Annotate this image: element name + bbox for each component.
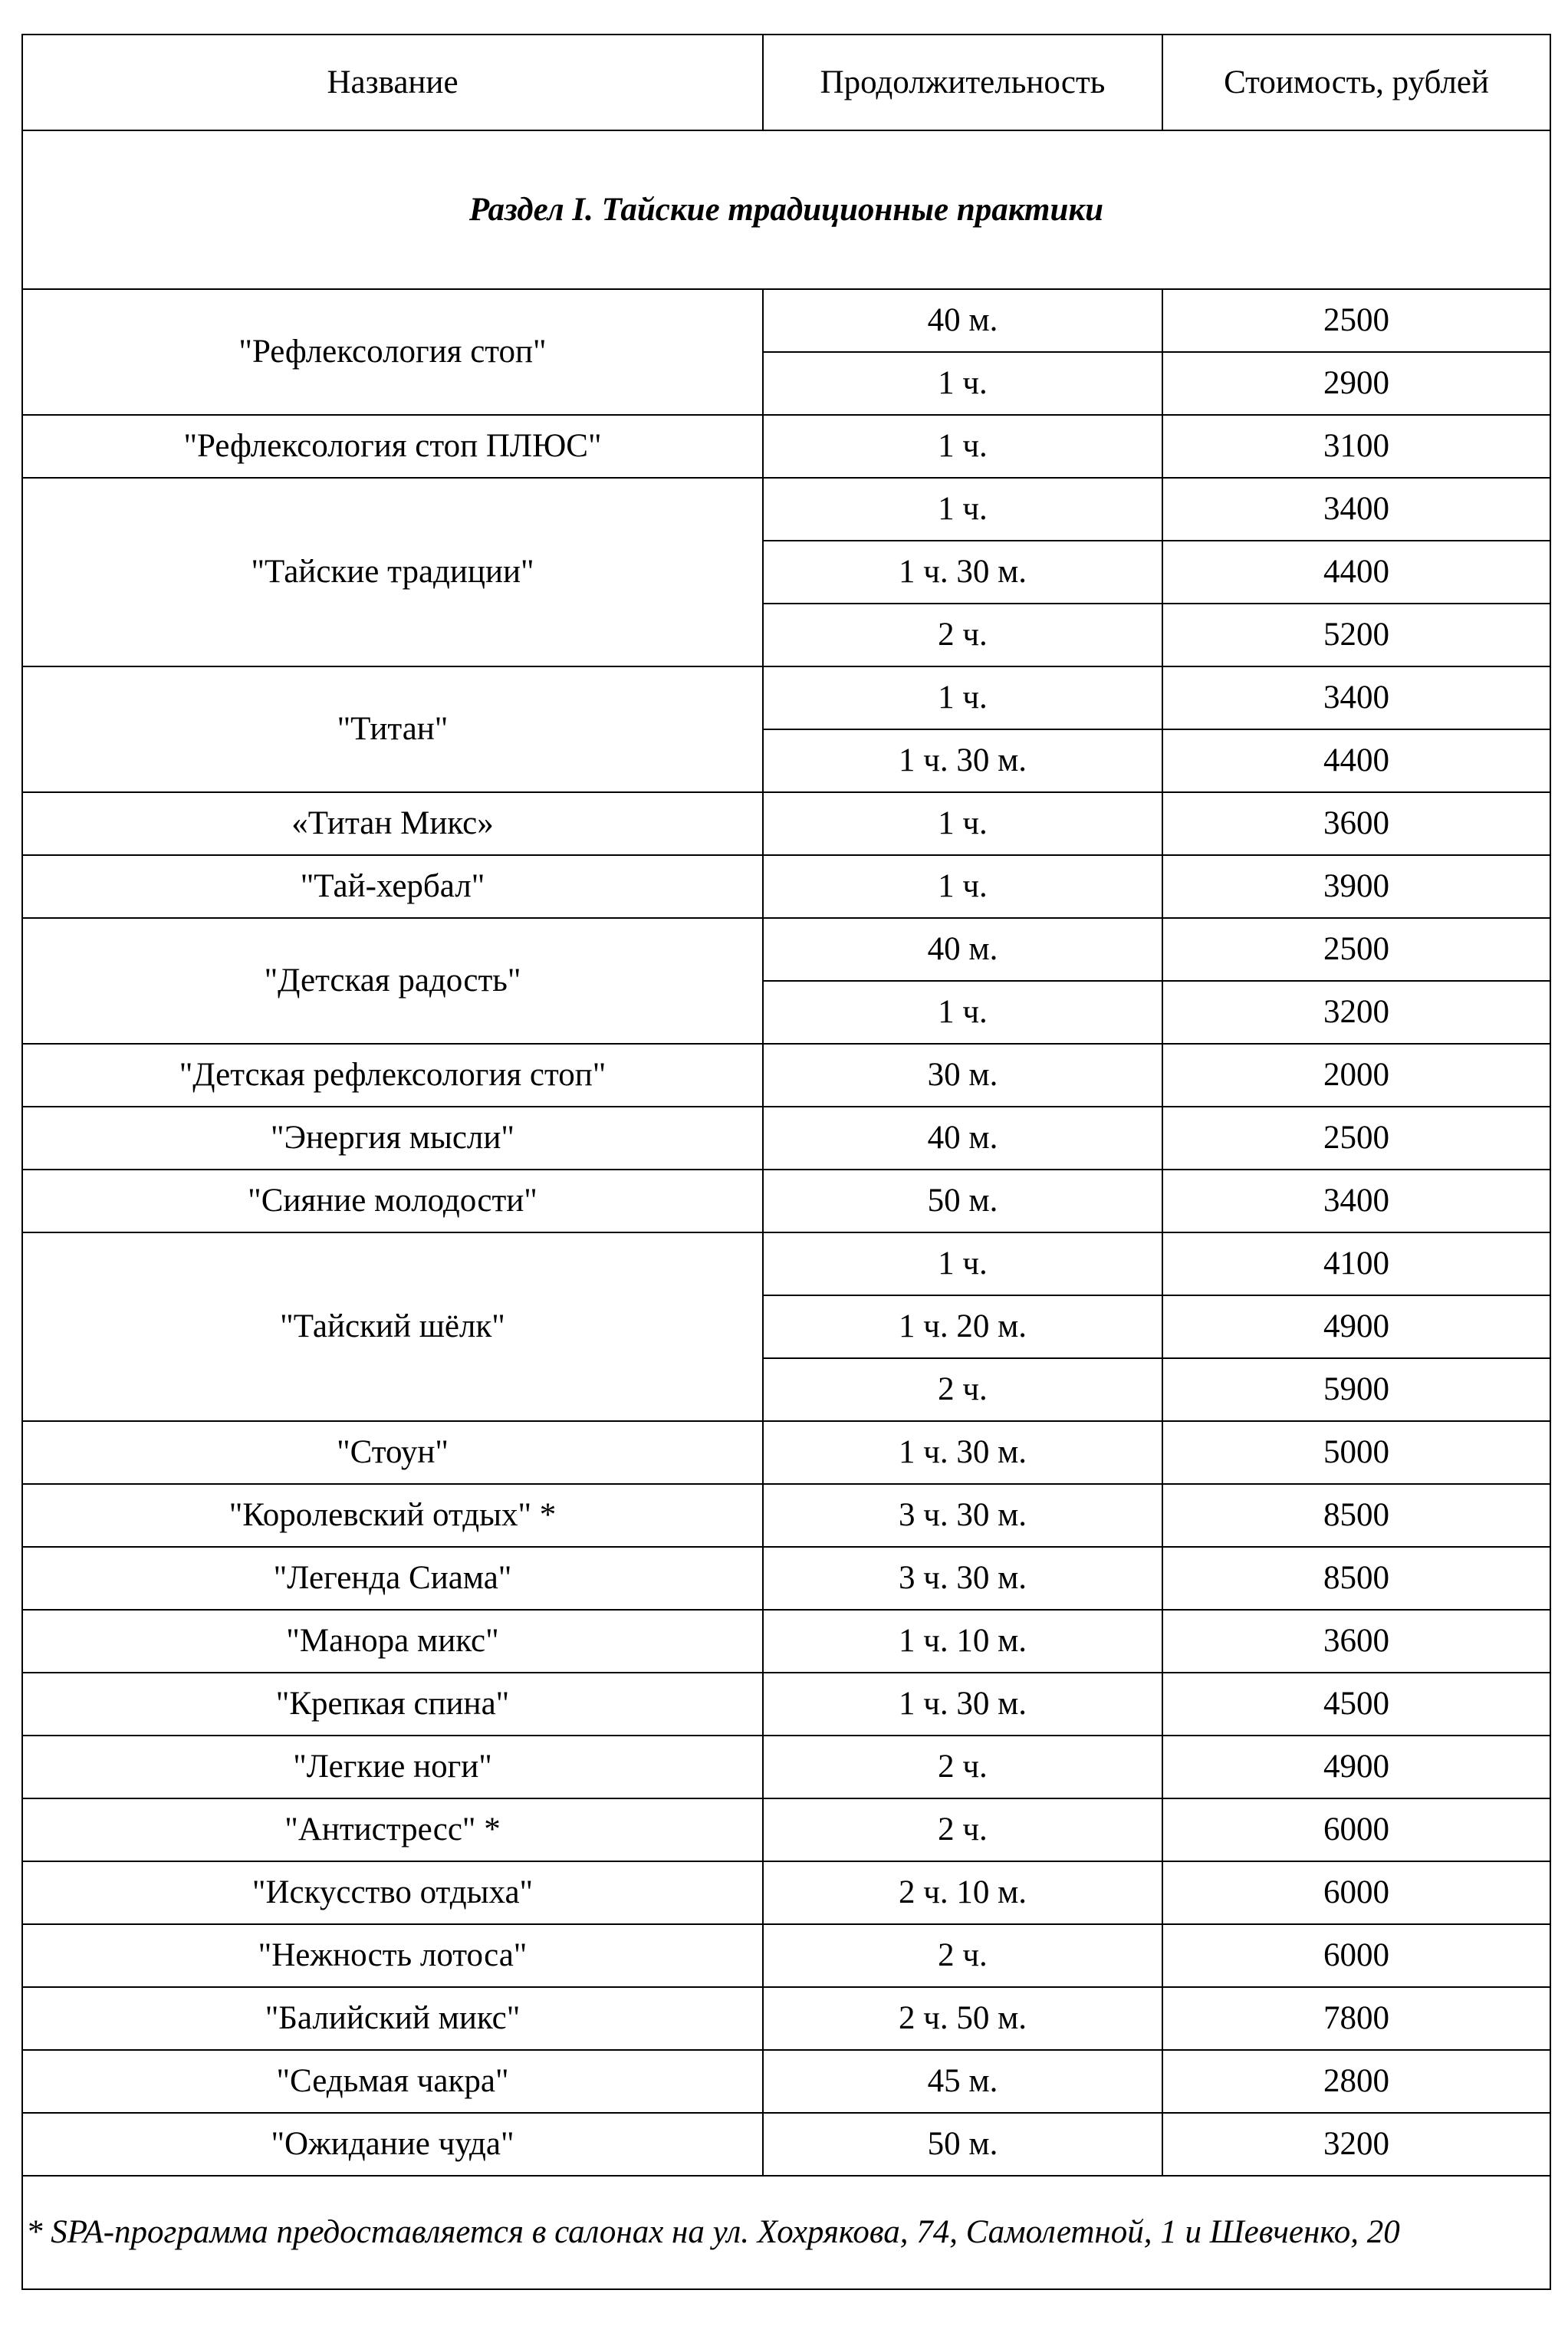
table-row (22, 1547, 1550, 1610)
price-table (21, 34, 1551, 2290)
program-price: 3900 (1162, 855, 1550, 918)
program-price: 8500 (1162, 1484, 1550, 1547)
program-price: 2000 (1162, 1044, 1550, 1107)
program-price: 4900 (1162, 1736, 1550, 1798)
program-duration: 2 ч. (763, 604, 1162, 666)
program-duration: 50 м. (763, 2113, 1162, 2176)
program-name: "Детская радость" (22, 918, 763, 1044)
program-duration: 2 ч. (763, 1924, 1162, 1987)
program-duration: 1 ч. 20 м. (763, 1295, 1162, 1358)
program-name: "Легенда Сиама" (22, 1547, 763, 1610)
program-duration: 1 ч. (763, 478, 1162, 541)
program-duration: 1 ч. (763, 792, 1162, 855)
program-name: "Рефлексология стоп ПЛЮС" (22, 415, 763, 478)
program-duration: 3 ч. 30 м. (763, 1484, 1162, 1547)
program-price: 4100 (1162, 1232, 1550, 1295)
program-price: 3600 (1162, 1610, 1550, 1673)
program-price: 5200 (1162, 604, 1550, 666)
program-price: 8500 (1162, 1547, 1550, 1610)
program-name: «Титан Микс» (22, 792, 763, 855)
program-duration: 30 м. (763, 1044, 1162, 1107)
program-duration: 45 м. (763, 2050, 1162, 2113)
program-price: 2500 (1162, 289, 1550, 352)
program-duration: 3 ч. 30 м. (763, 1547, 1162, 1610)
program-price: 5900 (1162, 1358, 1550, 1421)
program-name: "Рефлексология стоп" (22, 289, 763, 415)
program-price: 4500 (1162, 1673, 1550, 1736)
program-name: "Тайский шёлк" (22, 1232, 763, 1421)
header-price: Стоимость, рублей (1162, 35, 1550, 130)
program-price: 6000 (1162, 1924, 1550, 1987)
program-duration: 40 м. (763, 289, 1162, 352)
program-duration: 2 ч. (763, 1798, 1162, 1861)
program-price: 3400 (1162, 478, 1550, 541)
program-name: "Стоун" (22, 1421, 763, 1484)
program-price: 3200 (1162, 981, 1550, 1044)
section-title: Раздел I. Тайские традиционные практики (22, 130, 1550, 289)
program-name: "Ожидание чуда" (22, 2113, 763, 2176)
program-price: 7800 (1162, 1987, 1550, 2050)
footnote-row (22, 2176, 1550, 2289)
table-row (22, 289, 1550, 352)
program-duration: 50 м. (763, 1170, 1162, 1232)
table-row (22, 792, 1550, 855)
program-duration: 1 ч. (763, 981, 1162, 1044)
table-row (22, 415, 1550, 478)
program-price: 4900 (1162, 1295, 1550, 1358)
program-name: "Балийский микс" (22, 1987, 763, 2050)
program-duration: 1 ч. (763, 666, 1162, 729)
table-row (22, 1924, 1550, 1987)
program-duration: 1 ч. (763, 855, 1162, 918)
table-row (22, 1421, 1550, 1484)
program-name: "Седьмая чакра" (22, 2050, 763, 2113)
table-row (22, 666, 1550, 729)
program-duration: 1 ч. (763, 1232, 1162, 1295)
program-name: "Манора микс" (22, 1610, 763, 1673)
program-name: "Энергия мысли" (22, 1107, 763, 1170)
program-duration: 1 ч. 30 м. (763, 541, 1162, 604)
header-duration: Продолжительность (763, 35, 1162, 130)
program-duration: 40 м. (763, 1107, 1162, 1170)
program-duration: 1 ч. (763, 352, 1162, 415)
program-price: 2500 (1162, 918, 1550, 981)
program-price: 3600 (1162, 792, 1550, 855)
table-body (22, 130, 1550, 2176)
table-row (22, 1987, 1550, 2050)
table-row (22, 2050, 1550, 2113)
program-name: "Сияние молодости" (22, 1170, 763, 1232)
program-name: "Королевский отдых" * (22, 1484, 763, 1547)
footnote: * SPA-программа предоставляется в салонах на ул. Хохрякова, 74, Самолетной, 1 и Шевченко, 20 (22, 2176, 1550, 2289)
table-row (22, 1736, 1550, 1798)
program-price: 3400 (1162, 1170, 1550, 1232)
program-name: "Нежность лотоса" (22, 1924, 763, 1987)
table-row (22, 1107, 1550, 1170)
header-row (22, 35, 1550, 130)
program-name: "Титан" (22, 666, 763, 792)
header-name: Название (22, 35, 763, 130)
program-duration: 2 ч. (763, 1358, 1162, 1421)
program-price: 6000 (1162, 1861, 1550, 1924)
section-row (22, 130, 1550, 289)
table-row (22, 478, 1550, 541)
program-name: "Легкие ноги" (22, 1736, 763, 1798)
program-price: 3100 (1162, 415, 1550, 478)
program-price: 6000 (1162, 1798, 1550, 1861)
program-name: "Крепкая спина" (22, 1673, 763, 1736)
program-name: "Детская рефлексология стоп" (22, 1044, 763, 1107)
program-price: 2800 (1162, 2050, 1550, 2113)
program-price: 4400 (1162, 729, 1550, 792)
table-row (22, 1673, 1550, 1736)
program-duration: 2 ч. 10 м. (763, 1861, 1162, 1924)
table-row (22, 1798, 1550, 1861)
table-row (22, 918, 1550, 981)
table-row (22, 2113, 1550, 2176)
program-duration: 2 ч. 50 м. (763, 1987, 1162, 2050)
table-row (22, 1484, 1550, 1547)
program-price: 5000 (1162, 1421, 1550, 1484)
program-duration: 40 м. (763, 918, 1162, 981)
program-name: "Искусство отдыха" (22, 1861, 763, 1924)
program-name: "Тай-хербал" (22, 855, 763, 918)
program-duration: 2 ч. (763, 1736, 1162, 1798)
table-row (22, 1861, 1550, 1924)
program-duration: 1 ч. 30 м. (763, 1421, 1162, 1484)
table-row (22, 1610, 1550, 1673)
program-duration: 1 ч. (763, 415, 1162, 478)
table-row (22, 1170, 1550, 1232)
table-row (22, 1044, 1550, 1107)
table-row (22, 1232, 1550, 1295)
program-name: "Антистресс" * (22, 1798, 763, 1861)
program-price: 3400 (1162, 666, 1550, 729)
program-price: 4400 (1162, 541, 1550, 604)
program-duration: 1 ч. 30 м. (763, 1673, 1162, 1736)
program-duration: 1 ч. 30 м. (763, 729, 1162, 792)
program-price: 2900 (1162, 352, 1550, 415)
program-name: "Тайские традиции" (22, 478, 763, 666)
program-price: 3200 (1162, 2113, 1550, 2176)
program-price: 2500 (1162, 1107, 1550, 1170)
table-row (22, 855, 1550, 918)
program-duration: 1 ч. 10 м. (763, 1610, 1162, 1673)
